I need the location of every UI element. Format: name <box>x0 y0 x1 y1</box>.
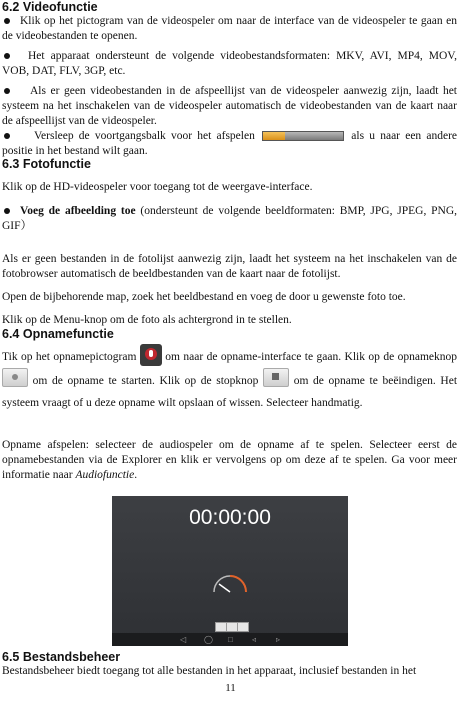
stop-button[interactable] <box>237 622 249 632</box>
paragraph: Bestandsbeheer biedt toegang tot alle bestanden in het apparaat, inclusief bestanden in het <box>2 665 417 677</box>
bullet-icon <box>4 208 10 214</box>
volume-up-icon[interactable]: ▹ <box>276 635 281 644</box>
recorder-timer: 00:00:00 <box>189 506 271 529</box>
list-item: Klik op het pictogram van de videospeler om naar de interface van de videospeler te gaan en de videobestanden te openen. <box>2 15 457 42</box>
progress-fill <box>263 132 285 140</box>
list-item: Voeg de afbeelding toe (ondersteunt de volgende beeldformaten: BMP, JPG, JPEG, PNG, GIF） <box>2 205 458 232</box>
list-item: Als er geen videobestanden in de afspeellijst van de videospeler aanwezig zijn, laadt het systeem na het inschakelen van de videospeler automatisch de videobestanden van de kaart naar de afspeellijst van de videospeler. <box>2 85 457 127</box>
recents-icon[interactable]: □ <box>228 635 233 644</box>
section-heading-files: 6.5 Bestandsbeheer <box>2 650 121 664</box>
volume-down-icon[interactable]: ◃ <box>252 635 257 644</box>
android-navbar <box>112 633 348 646</box>
page-number: 11 <box>225 682 236 694</box>
bullet-icon <box>4 88 10 94</box>
home-icon[interactable]: ◯ <box>204 635 213 644</box>
section-heading-recording: 6.4 Opnamefunctie <box>2 327 114 341</box>
list-item: Versleep de voortgangsbalk voor het afspelen als u naar een andere positie in het bestand wilt gaan. <box>2 130 458 157</box>
link-audiofunctie[interactable]: Audiofunctie <box>75 469 135 481</box>
list-item: Het apparaat ondersteunt de volgende videobestandsformaten: MKV, AVI, MP4, MOV, VOB, DAT, FLV, 3GP, etc. <box>2 50 457 77</box>
stop-icon <box>263 368 289 387</box>
paragraph: Als er geen bestanden in de fotolijst aanwezig zijn, laadt het systeem na het inschakelen van de fotobrowser automatisch de beeldbestanden van de kaart naar de fotolijst. <box>2 253 457 280</box>
paragraph: Tik op het opnamepictogram om naar de opname-interface te gaan. Klik op de opnameknop om de opname te starten. Klik op de stopknop om de opname te beëindigen. Het systeem vraagt of u deze opname wilt opslaan of wissen. Selecteer handmatig. <box>2 344 457 414</box>
bullet-icon <box>4 18 10 24</box>
back-icon[interactable]: ◁ <box>180 635 187 644</box>
progress-bar[interactable] <box>262 131 344 141</box>
paragraph: Klik op de Menu-knop om de foto als achtergrond in te stellen. <box>2 314 292 326</box>
recorder-screenshot <box>112 496 348 646</box>
bullet-icon <box>4 53 10 59</box>
level-meter-icon <box>210 572 250 594</box>
record-icon <box>2 368 28 387</box>
microphone-icon <box>140 344 162 366</box>
paragraph: Open de bijbehorende map, zoek het beeldbestand en voeg de door u gewenste foto toe. <box>2 291 406 303</box>
paragraph: Klik op de HD-videospeler voor toegang tot de weergave-interface. <box>2 181 313 193</box>
section-heading-video: 6.2 Videofunctie <box>2 0 98 14</box>
paragraph: Opname afspelen: selecteer de audiospeler om de opname af te spelen. Selecteer eerst de opnamebestanden via de Explorer en klik er vervolgens op om deze af te spelen. Ga voor meer informatie naar Audiofunctie. <box>2 439 457 481</box>
bullet-icon <box>4 133 10 139</box>
section-heading-photo: 6.3 Fotofunctie <box>2 157 91 171</box>
bold-term: Voeg de afbeelding toe <box>20 205 136 217</box>
